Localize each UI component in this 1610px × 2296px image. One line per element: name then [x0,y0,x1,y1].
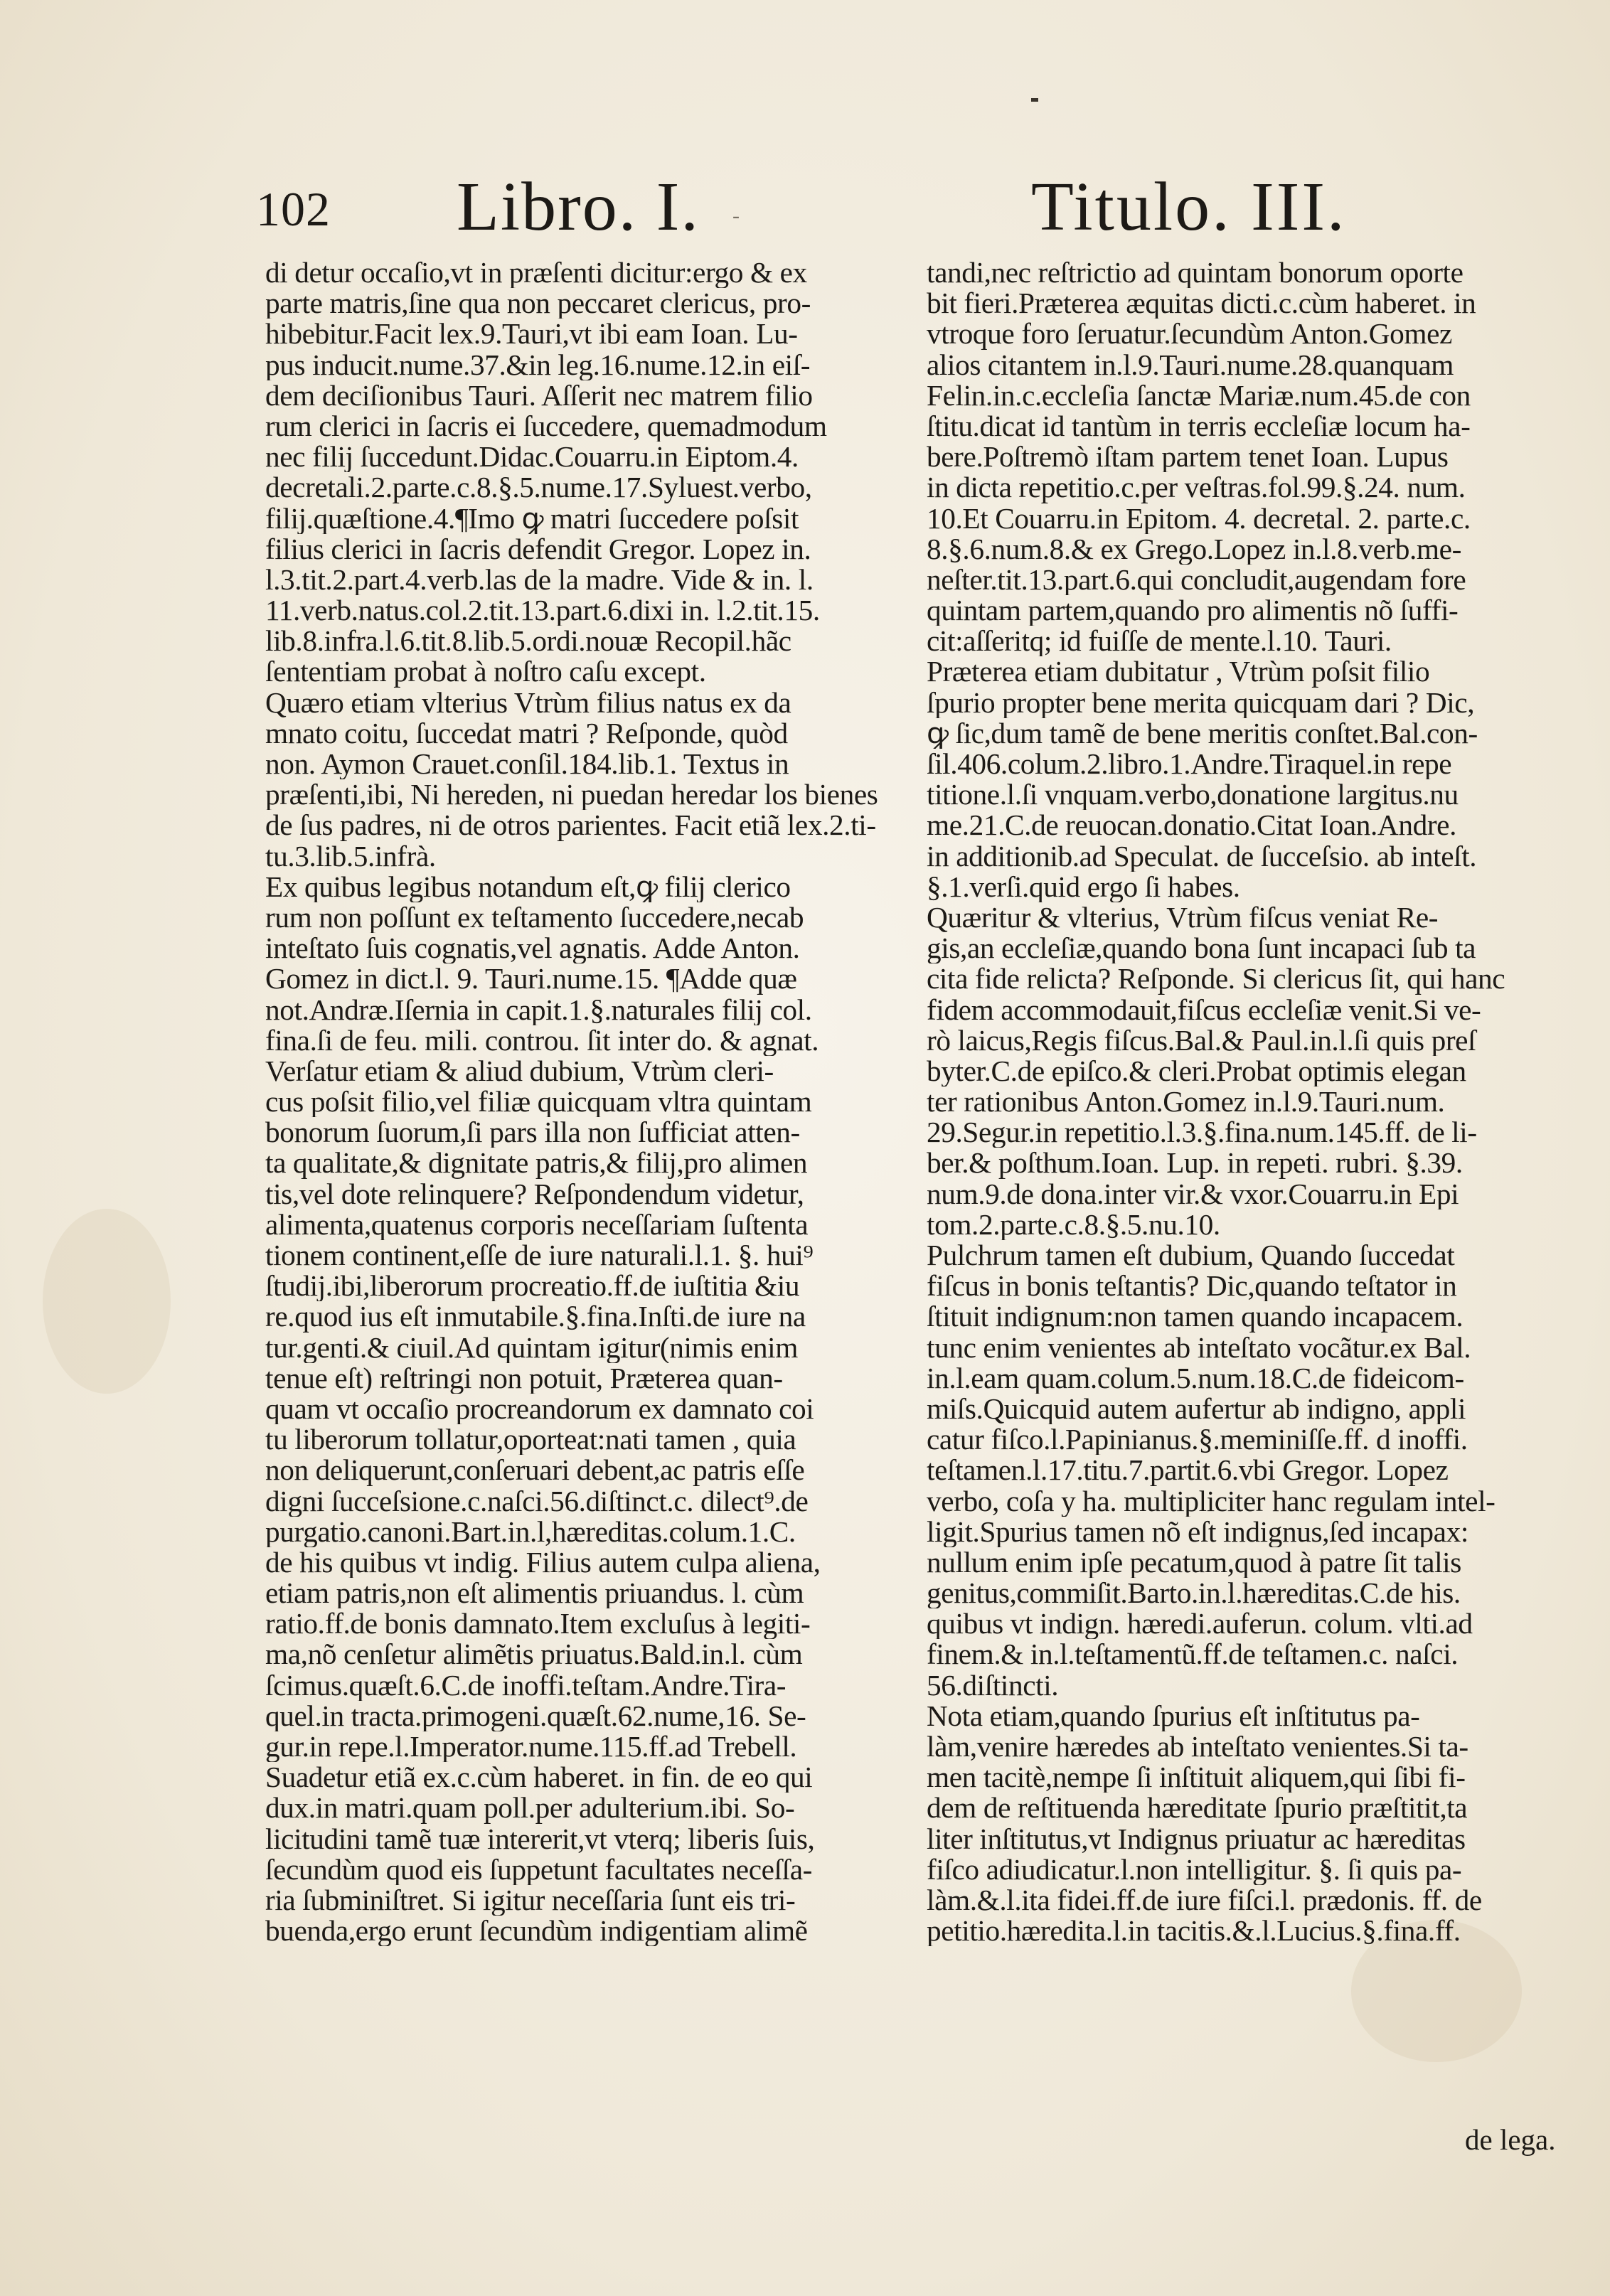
text-line: tenue eſt) reſtringi non potuit, Præterea quan- [265,1362,783,1394]
text-line: men tacitè,nempe ſi inſtituit aliquem,qui ſibi fi- [927,1762,1466,1793]
text-line: digni ſucceſsione.c.naſci.56.diſtinct.c. dilect⁹.de [265,1485,809,1517]
text-line: cita fide relicta? Reſponde. Si clericus ſit, qui hanc [927,963,1505,995]
text-line: non deliquerunt,conſeruari debent,ac patris eſſe [265,1455,805,1486]
text-line: re.quod ius eſt inmutabile.§.fina.Inſti.de iure na [265,1301,806,1333]
text-line: de his quibus vt indig. Filius autem culpa aliena, [265,1547,821,1579]
text-line: tandi,nec reſtrictio ad quintam bonorum oporte [927,257,1464,289]
text-line: finem.& in.l.teſtamentũ.ff.de teſtamen.c. naſci. [927,1639,1459,1670]
text-line: quintam partem,quando pro alimentis nõ ſuffi- [927,595,1459,626]
text-line: Pulchrum tamen eſt dubium, Quando ſuccedat [927,1240,1455,1271]
text-line: ꝙ ſic,dum tamẽ de bene meritis conſtet.Bal.con- [927,717,1478,749]
text-line: ſecundùm quod eis ſuppetunt facultates neceſſa- [265,1854,813,1885]
text-line: Quæritur & vlterius, Vtrùm fiſcus veniat Re- [927,902,1439,934]
text-line: inteſtato ſuis cognatis,vel agnatis. Adde Anton. [265,933,800,964]
text-line: tunc enim venientes ab inteſtato vocãtur.ex Bal. [927,1332,1471,1363]
text-line: nullum enim ipſe pecatum,quod à patre ſit talis [927,1547,1461,1579]
text-line: fidem accommodauit,fiſcus eccleſiæ venit.Si ve- [927,994,1481,1025]
text-line: titione.l.ſi vnquam.verbo,donatione largitus.nu [927,779,1459,811]
text-line: ſpurio propter bene merita quicquam dari ? Dic, [927,687,1475,718]
text-line: not.Andræ.Iſernia in capit.1.§.naturales filij col. [265,994,812,1025]
text-line: nec filij ſuccedunt.Didac.Couarru.in Eiptom.4. [265,442,799,473]
text-line: pus inducit.nume.37.&in leg.16.nume.12.in eiſ- [265,349,811,380]
text-line: non. Aymon Crauet.conſil.184.lib.1. Textus in [265,749,789,780]
text-line: tionem continent,eſſe de iure naturali.l.1. §. hui⁹ [265,1240,814,1271]
printer-mark [1031,98,1038,102]
text-line: ta qualitate,& dignitate patris,& filij,pro alimen [265,1148,808,1179]
text-line: dux.in matri.quam poll.per adulterium.ibi. So- [265,1793,795,1824]
text-line: bonorum ſuorum,ſi pars illa non ſufficiat atten- [265,1117,800,1148]
text-line: 8.§.6.num.8.& ex Grego.Lopez in.l.8.verb.me- [927,533,1461,565]
text-line: bere.Poſtremò iſtam partem tenet Ioan. Lupus [927,442,1449,473]
text-line: bit fieri.Præterea æquitas dicti.c.cùm haberet. in [927,288,1476,319]
text-line: in dicta repetitio.c.per veſtras.fol.99.§.24. num. [927,472,1466,503]
text-line: ſcimus.quæſt.6.C.de inoffi.teſtam.Andre.Tira- [265,1670,787,1701]
text-line: cus poſsit filio,vel filiæ quicquam vltra quintam [265,1086,812,1118]
text-line: rum clerici in ſacris ei ſuccedere, quemadmodum [265,410,827,442]
book-title: Libro. I. [457,169,700,245]
text-line: Gomez in dict.l. 9. Tauri.nume.15. ¶Adde quæ [265,963,797,995]
text-line: byter.C.de epiſco.& cleri.Probat optimis elegan [927,1055,1466,1087]
left-text-column [265,257,891,1946]
text-line: fina.ſi de feu. mili. controu. ſit inter do. & agnat. [265,1025,819,1056]
text-line: tur.genti.& ciuil.Ad quintam igitur(nimis enim [265,1332,798,1363]
text-line: quibus vt indign. hæredi.auferun. colum. vlti.ad [927,1608,1473,1640]
text-line: l.3.tit.2.part.4.verb.las de la madre. Vide & in. l. [265,564,814,596]
text-line: ſil.406.colum.2.libro.1.Andre.Tiraquel.in repe [927,749,1452,780]
text-line: mnato coitu, ſuccedat matri ? Reſponde, quòd [265,717,788,749]
text-line: de ſus padres, ni de otros parientes. Facit etiã lex.2.ti- [265,810,876,841]
text-line: miſs.Quicquid autem aufertur ab indigno, appli [927,1393,1466,1425]
page-number: 102 [256,182,331,236]
text-line: Nota etiam,quando ſpurius eſt inſtitutus pa- [927,1700,1420,1731]
text-line: licitudini tamẽ tuæ intererit,vt vterq; liberis ſuis, [265,1823,815,1854]
text-line: præſenti,ibi, Ni hereden, ni puedan heredar los bienes [265,779,878,811]
text-line: fiſcus in bonis teſtantis? Dic,quando teſtator in [927,1271,1457,1302]
text-line: filius clerici in ſacris defendit Gregor. Lopez in. [265,533,811,565]
text-line: hibebitur.Facit lex.9.Tauri,vt ibi eam Ioan. Lu- [265,319,798,350]
text-line: Præterea etiam dubitatur , Vtrùm poſsit filio [927,656,1430,688]
text-line: 29.Segur.in repetitio.l.3.§.fina.num.145.ff. de li- [927,1117,1477,1148]
text-line: 56.diſtincti. [927,1670,1059,1701]
text-line: catur fiſco.l.Papinianus.§.meminiſſe.ff. d inoffi. [927,1424,1468,1456]
text-line: purgatio.canoni.Bart.in.l,hæreditas.colum.1.C. [265,1516,796,1547]
text-line: ſtituit indignum:non tamen quando incapacem. [927,1301,1464,1333]
text-line: dem deciſionibus Tauri. Aſſerit nec matrem filio [265,380,813,411]
section-title: Titulo. III. [1031,169,1347,245]
text-line: làm,venire hæredes ab inteſtato venientes.Si ta- [927,1731,1468,1763]
right-text-column [927,257,1567,1946]
text-line: teſtamen.l.17.titu.7.partit.6.vbi Gregor. Lopez [927,1455,1449,1486]
text-line: §.1.verſi.quid ergo ſi habes. [927,871,1240,902]
text-line: 11.verb.natus.col.2.tit.13.part.6.dixi in. l.2.tit.15. [265,595,820,626]
text-line: tom.2.parte.c.8.§.5.nu.10. [927,1209,1220,1240]
text-line: etiam patris,non eſt alimentis priuandus. l. cùm [265,1578,804,1609]
text-line: gur.in repe.l.Imperator.nume.115.ff.ad Trebell. [265,1731,797,1763]
text-line: rum non poſſunt ex teſtamento ſuccedere,necab [265,902,804,934]
text-line: dem de reſtituenda hæreditate ſpurio præſtitit,ta [927,1793,1468,1824]
text-line: me.21.C.de reuocan.donatio.Citat Ioan.Andre. [927,810,1457,841]
running-header [256,167,1422,252]
text-line: petitio.hæredita.l.in tacitis.&.l.Lucius.§.fina.ff. [927,1916,1461,1947]
paper-stain [43,1209,171,1394]
text-line: quel.in tracta.primogeni.quæſt.62.nume,16. Se- [265,1700,806,1731]
text-line: in.l.eam quam.colum.5.num.18.C.de fideicom- [927,1362,1464,1394]
text-line: buenda,ergo erunt ſecundùm indigentiam alimẽ [265,1916,808,1947]
text-line: ligit.Spurius tamen nõ eſt indignus,ſed incapax: [927,1516,1468,1547]
text-line: fiſco adiudicatur.l.non intelligitur. §. ſi quis pa- [927,1854,1462,1885]
text-line: ber.& poſthum.Ioan. Lup. in repeti. rubri. §.39. [927,1148,1463,1179]
text-line: di detur occaſio,vt in præſenti dicitur:ergo & ex [265,257,807,289]
text-line: neſter.tit.13.part.6.qui concludit,augendam fore [927,564,1466,596]
text-line: ſtudij.ibi,liberorum procreatio.ff.de iuſtitia &iu [265,1271,800,1302]
text-line: Suadetur etiã ex.c.cùm haberet. in fin. de eo qui [265,1762,813,1793]
text-line: tis,vel dote relinquere? Reſpondendum videtur, [265,1178,804,1210]
header-dash: - [732,204,740,228]
text-line: Ex quibus legibus notandum eſt,ꝙ filij clerico [265,871,791,902]
text-line: quam vt occaſio procreandorum ex damnato coi [265,1393,814,1425]
text-line: 10.Et Couarru.in Epitom. 4. decretal. 2. parte.c. [927,503,1471,534]
text-line: in additionib.ad Speculat. de ſucceſsio. ab inteſt. [927,840,1477,872]
text-line: ratio.ff.de bonis damnato.Item excluſus à legiti- [265,1608,811,1640]
text-line: ter rationibus Anton.Gomez in.l.9.Tauri.num. [927,1086,1445,1118]
text-line: tu liberorum tollatur,oporteat:nati tamen , quia [265,1424,796,1456]
text-line: gis,an eccleſiæ,quando bona ſunt incapaci ſub ta [927,933,1476,964]
text-line: Verſatur etiam & aliud dubium, Vtrùm cleri- [265,1055,774,1087]
text-line: Felin.in.c.eccleſia ſanctæ Mariæ.num.45.de con [927,380,1471,411]
text-line: liter inſtitutus,vt Indignus priuatur ac hæreditas [927,1823,1466,1854]
text-line: tu.3.lib.5.infrà. [265,840,436,872]
text-line: verbo, coſa y ha. multipliciter hanc regulam intel- [927,1485,1496,1517]
text-line: ſtitu.dicat id tantùm in terris eccleſiæ locum ha- [927,410,1471,442]
text-line: ma,nõ cenſetur alimẽtis priuatus.Bald.in.l. cùm [265,1639,803,1670]
text-line: cit:aſſeritq; id fuiſſe de mente.l.10. Tauri. [927,626,1392,657]
text-line: Quæro etiam vlterius Vtrùm filius natus ex da [265,687,791,718]
text-line: filij.quæſtione.4.¶Imo ꝙ matri ſuccedere poſsit [265,503,799,534]
text-line: vtroque foro ſeruatur.ſecundùm Anton.Gomez [927,319,1452,350]
catchword: de lega. [1465,2123,1556,2156]
text-line: parte matris,ſine qua non peccaret clericus, pro- [265,288,811,319]
text-line: num.9.de dona.inter vir.& vxor.Couarru.in Epi [927,1178,1459,1210]
text-line: genitus,commiſit.Barto.in.l.hæreditas.C.de his. [927,1578,1461,1609]
text-line: alios citantem in.l.9.Tauri.nume.28.quanquam [927,349,1454,380]
text-line: alimenta,quatenus corporis neceſſariam ſuſtenta [265,1209,809,1240]
text-line: làm.&.l.ita fidei.ff.de iure fiſci.l. prædonis. ff. de [927,1884,1482,1916]
text-line: decretali.2.parte.c.8.§.5.nume.17.Syluest.verbo, [265,472,812,503]
text-line: rò laicus,Regis fiſcus.Bal.& Paul.in.l.ſi quis preſ [927,1025,1476,1056]
text-line: ſententiam probat à noſtro caſu except. [265,656,706,688]
text-line: ria ſubminiſtret. Si igitur neceſſaria ſunt eis tri- [265,1884,796,1916]
text-line: lib.8.infra.l.6.tit.8.lib.5.ordi.nouæ Recopil.hãc [265,626,791,657]
